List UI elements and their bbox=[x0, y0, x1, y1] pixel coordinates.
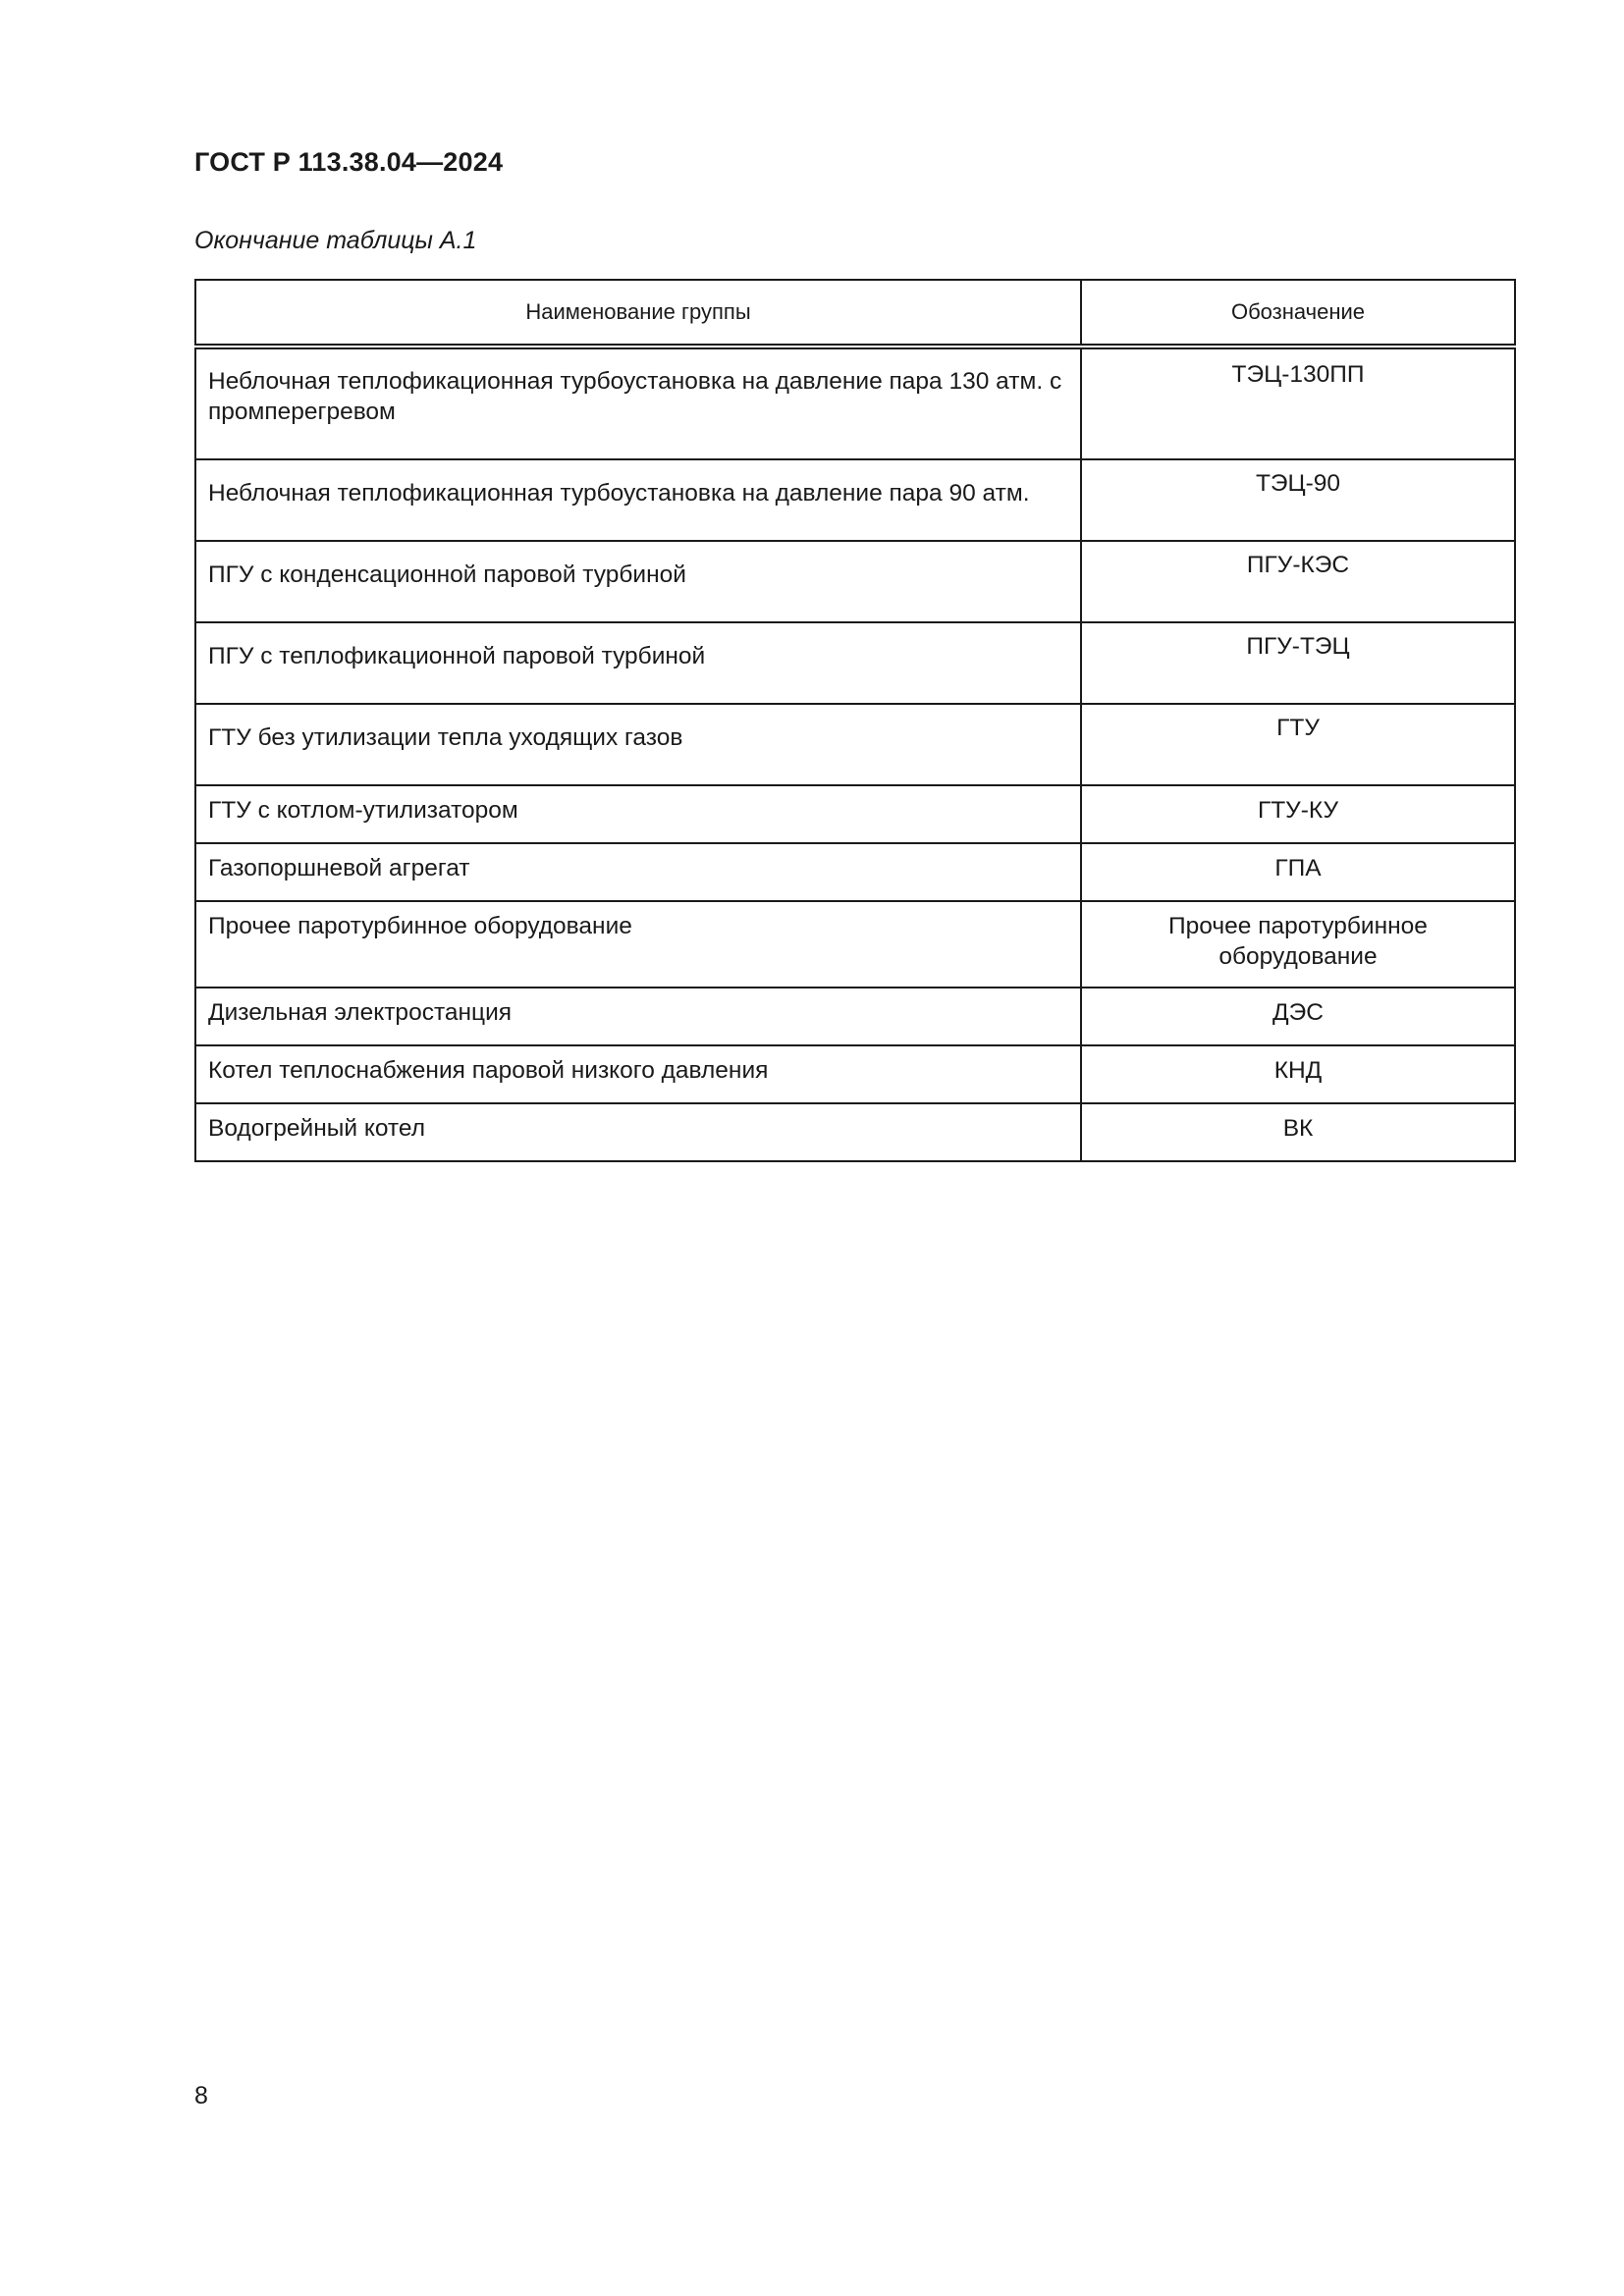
group-name-cell: Прочее паротурбинное оборудование bbox=[195, 901, 1081, 988]
table-row bbox=[195, 622, 1515, 704]
group-name-cell: ГТУ без утилизации тепла уходящих газов bbox=[195, 704, 1081, 785]
table-row bbox=[195, 704, 1515, 785]
designation-cell: ПГУ-КЭС bbox=[1081, 541, 1515, 622]
designation-cell: ГТУ-КУ bbox=[1081, 785, 1515, 843]
designation-cell: ТЭЦ-90 bbox=[1081, 459, 1515, 541]
designation-cell: ТЭЦ-130ПП bbox=[1081, 347, 1515, 459]
designation-cell: Прочее паротурбинное оборудование bbox=[1081, 901, 1515, 988]
column-header-group-name: Наименование группы bbox=[195, 280, 1081, 347]
group-name-cell: Неблочная теплофикационная турбоустановка на давление пара 130 атм. с промперегревом bbox=[195, 347, 1081, 459]
table-row bbox=[195, 347, 1515, 459]
group-name-cell: Котел теплоснабжения паровой низкого давления bbox=[195, 1045, 1081, 1103]
designation-cell: КНД bbox=[1081, 1045, 1515, 1103]
group-name-cell: Водогрейный котел bbox=[195, 1103, 1081, 1161]
table-header-row bbox=[195, 280, 1515, 347]
group-name-cell: ГТУ с котлом-утилизатором bbox=[195, 785, 1081, 843]
table-row bbox=[195, 1045, 1515, 1103]
designation-cell: ВК bbox=[1081, 1103, 1515, 1161]
table-row bbox=[195, 843, 1515, 901]
designation-cell: ГТУ bbox=[1081, 704, 1515, 785]
table-row bbox=[195, 785, 1515, 843]
table-row bbox=[195, 901, 1515, 988]
table-row bbox=[195, 459, 1515, 541]
table-row bbox=[195, 541, 1515, 622]
page-header: ГОСТ Р 113.38.04—2024 bbox=[194, 147, 504, 177]
page-number: 8 bbox=[194, 2082, 208, 2109]
column-header-designation: Обозначение bbox=[1081, 280, 1515, 347]
table-row bbox=[195, 988, 1515, 1045]
table-row bbox=[195, 1103, 1515, 1161]
group-name-cell: Газопоршневой агрегат bbox=[195, 843, 1081, 901]
group-name-cell: Неблочная теплофикационная турбоустановка на давление пара 90 атм. bbox=[195, 459, 1081, 541]
group-name-cell: Дизельная электростанция bbox=[195, 988, 1081, 1045]
group-name-cell: ПГУ с конденсационной паровой турбиной bbox=[195, 541, 1081, 622]
group-name-cell: ПГУ с теплофикационной паровой турбиной bbox=[195, 622, 1081, 704]
designation-cell: ДЭС bbox=[1081, 988, 1515, 1045]
table-caption: Окончание таблицы А.1 bbox=[194, 227, 477, 254]
designation-cell: ПГУ-ТЭЦ bbox=[1081, 622, 1515, 704]
equipment-groups-table bbox=[194, 279, 1516, 1162]
designation-cell: ГПА bbox=[1081, 843, 1515, 901]
